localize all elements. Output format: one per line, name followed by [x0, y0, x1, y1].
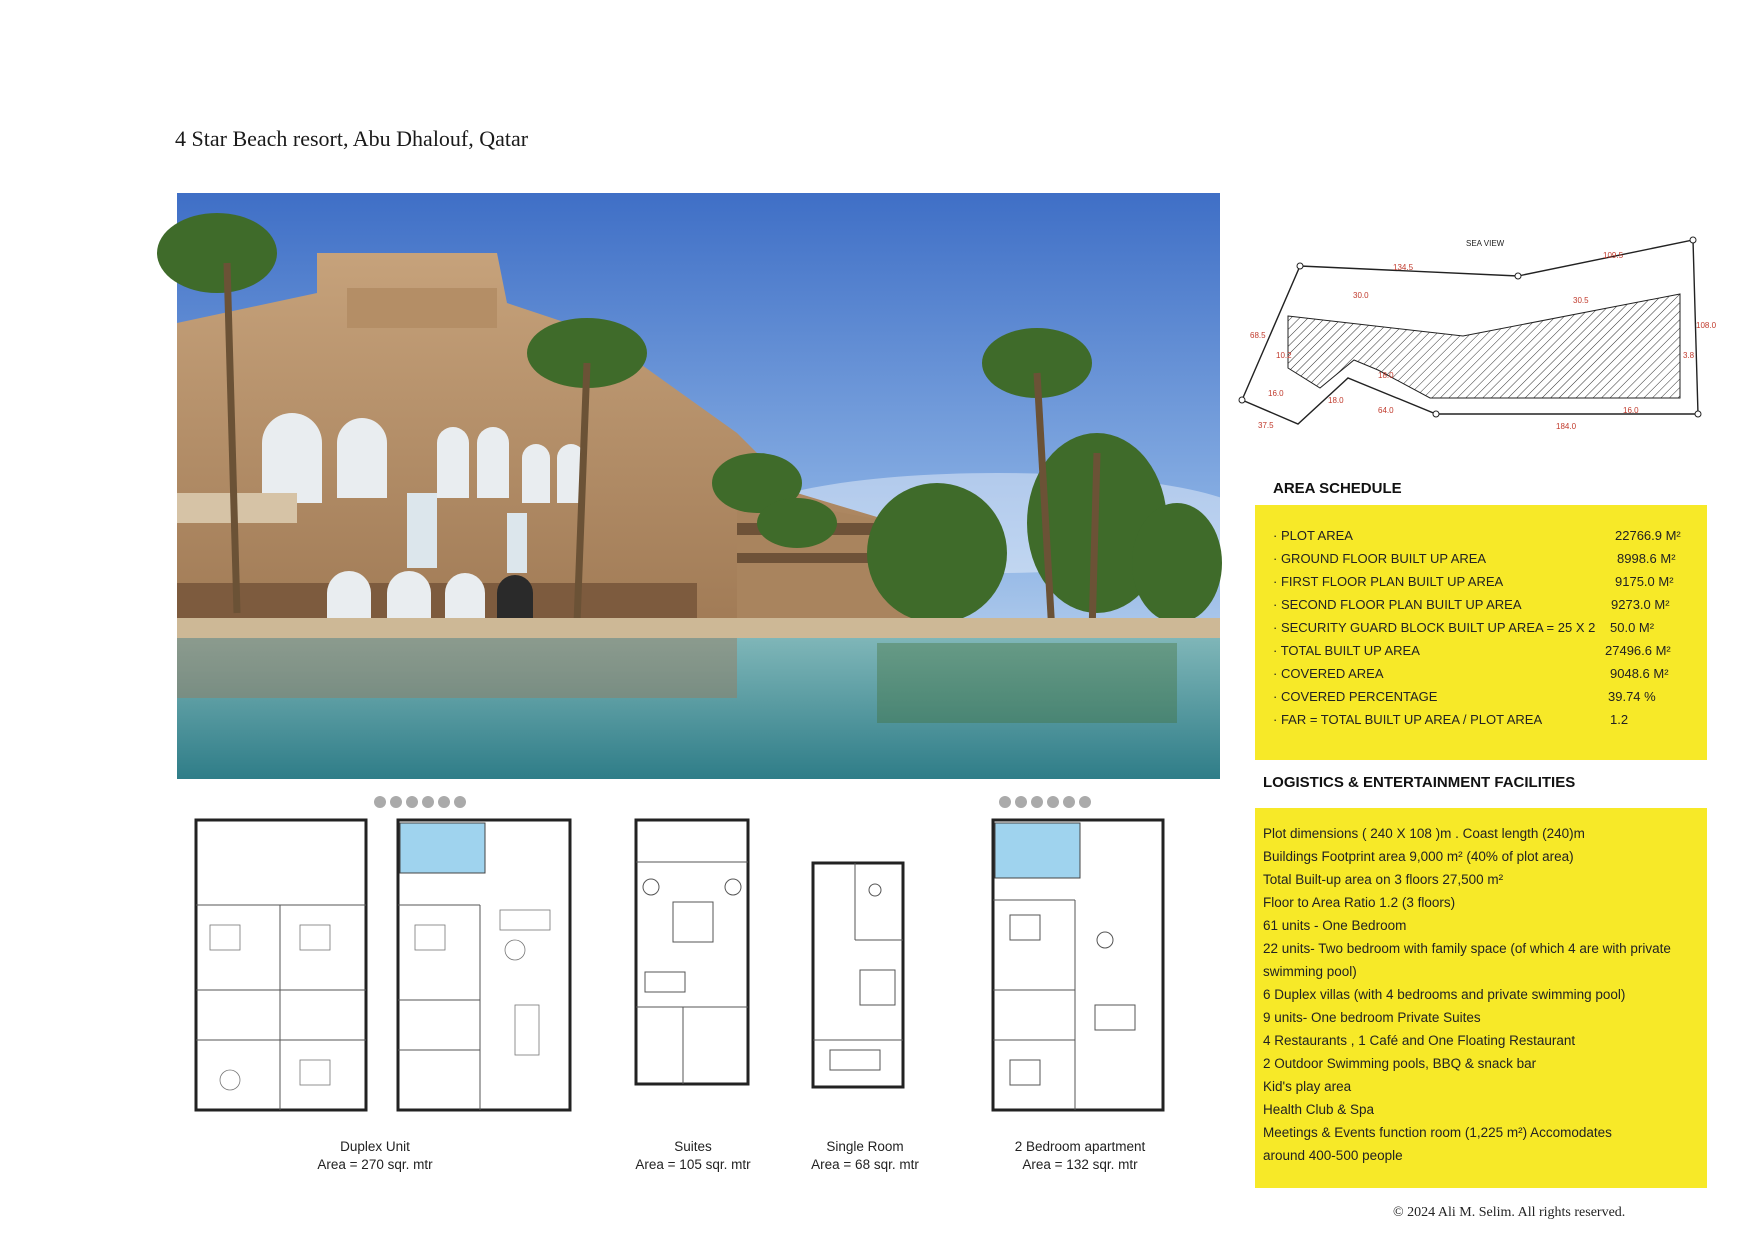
dim-label: 68.5	[1250, 331, 1266, 340]
dim-label: 184.0	[1556, 422, 1577, 431]
plan-area: Area = 132 sqr. mtr	[1022, 1157, 1138, 1172]
duplex-unit-plan	[190, 790, 570, 1130]
dim-label: 109.5	[1603, 251, 1624, 260]
resort-rendering	[177, 193, 1220, 779]
area-row-value: 1.2	[1610, 712, 1629, 727]
dim-label: 10.2	[1276, 351, 1292, 360]
dim-label: 16.0	[1268, 389, 1284, 398]
area-schedule-heading: AREA SCHEDULE	[1273, 480, 1402, 497]
plan-name: Suites	[674, 1139, 712, 1154]
single-room-plan	[810, 860, 906, 1090]
page-title: 4 Star Beach resort, Abu Dhalouf, Qatar	[175, 126, 529, 151]
two-bedroom-plan	[985, 790, 1170, 1130]
site-plan	[1228, 228, 1717, 438]
plan-name: Single Room	[826, 1139, 904, 1154]
logistics-line: Floor to Area Ratio 1.2 (3 floors)	[1263, 895, 1456, 910]
plan-area: Area = 68 sqr. mtr	[811, 1157, 919, 1172]
area-row-value: 9273.0 M²	[1611, 597, 1670, 612]
logistics-line: 9 units- One bedroom Private Suites	[1263, 1010, 1481, 1025]
logistics-line: swimming pool)	[1263, 964, 1357, 979]
sea-view-label: SEA VIEW	[1466, 239, 1505, 248]
area-row-label: · SECURITY GUARD BLOCK BUILT UP AREA = 25 X 2	[1273, 620, 1596, 635]
logistics-line: Health Club & Spa	[1263, 1102, 1375, 1117]
dim-label: 30.0	[1353, 291, 1369, 300]
logistics-heading: LOGISTICS & ENTERTAINMENT FACILITIES	[1263, 774, 1576, 791]
dim-label: 108.0	[1696, 321, 1717, 330]
area-row-value: 22766.9 M²	[1615, 528, 1681, 543]
plan-name: Duplex Unit	[340, 1139, 410, 1154]
area-row-value: 39.74 %	[1608, 689, 1656, 704]
dim-label: 18.0	[1378, 371, 1394, 380]
logistics-line: 4 Restaurants , 1 Café and One Floating Restaurant	[1263, 1033, 1576, 1048]
area-row-value: 8998.6 M²	[1617, 551, 1676, 566]
logistics-line: 2 Outdoor Swimming pools, BBQ & snack bar	[1263, 1056, 1537, 1071]
logistics-line: 61 units - One Bedroom	[1263, 918, 1407, 933]
area-schedule-box	[1255, 505, 1707, 760]
copyright-notice: © 2024 Ali M. Selim. All rights reserved.	[1393, 1205, 1626, 1220]
logistics-line: 6 Duplex villas (with 4 bedrooms and private swimming pool)	[1263, 987, 1626, 1002]
logistics-box	[1255, 808, 1707, 1188]
dim-label: 16.0	[1623, 406, 1639, 415]
area-row-label: · COVERED PERCENTAGE	[1273, 689, 1438, 704]
two-bedroom-caption	[990, 1138, 1170, 1174]
logistics-line: Plot dimensions ( 240 X 108 )m . Coast length (240)m	[1263, 826, 1585, 841]
dim-label: 37.5	[1258, 421, 1274, 430]
plan-name: 2 Bedroom apartment	[1014, 1139, 1146, 1154]
logistics-line: Buildings Footprint area 9,000 m² (40% of plot area)	[1263, 849, 1574, 864]
dim-label: 18.0	[1328, 396, 1344, 405]
area-row-label: · SECOND FLOOR PLAN BUILT UP AREA	[1273, 597, 1522, 612]
logistics-line: Total Built-up area on 3 floors 27,500 m²	[1263, 872, 1504, 887]
area-row-value: 9048.6 M²	[1610, 666, 1669, 681]
logistics-line: Meetings & Events function room (1,225 m²) Accomodates	[1263, 1125, 1612, 1140]
dim-label: 64.0	[1378, 406, 1394, 415]
dim-label: 30.5	[1573, 296, 1589, 305]
area-row-label: · GROUND FLOOR BUILT UP AREA	[1273, 551, 1487, 566]
area-row-label: · COVERED AREA	[1273, 666, 1384, 681]
logistics-line: Kid's play area	[1263, 1079, 1352, 1094]
area-row-value: 27496.6 M²	[1605, 643, 1671, 658]
building-footprint	[1288, 294, 1680, 398]
area-row-label: · TOTAL BUILT UP AREA	[1273, 643, 1420, 658]
area-row-label: · FIRST FLOOR PLAN BUILT UP AREA	[1273, 574, 1504, 589]
duplex-caption	[290, 1138, 460, 1174]
plan-area: Area = 105 sqr. mtr	[635, 1157, 751, 1172]
logistics-line: around 400-500 people	[1263, 1148, 1403, 1163]
suites-plan	[633, 817, 751, 1087]
dim-label: 3.8	[1683, 351, 1695, 360]
dim-label: 134.5	[1393, 263, 1414, 272]
area-row-label: · FAR = TOTAL BUILT UP AREA / PLOT AREA	[1273, 712, 1543, 727]
area-row-value: 50.0 M²	[1610, 620, 1655, 635]
plan-area: Area = 270 sqr. mtr	[317, 1157, 433, 1172]
logistics-line: 22 units- Two bedroom with family space (of which 4 are with private	[1263, 941, 1671, 956]
area-row-label: · PLOT AREA	[1273, 528, 1353, 543]
suites-caption	[618, 1138, 768, 1174]
area-row-value: 9175.0 M²	[1615, 574, 1674, 589]
single-room-caption	[790, 1138, 940, 1174]
